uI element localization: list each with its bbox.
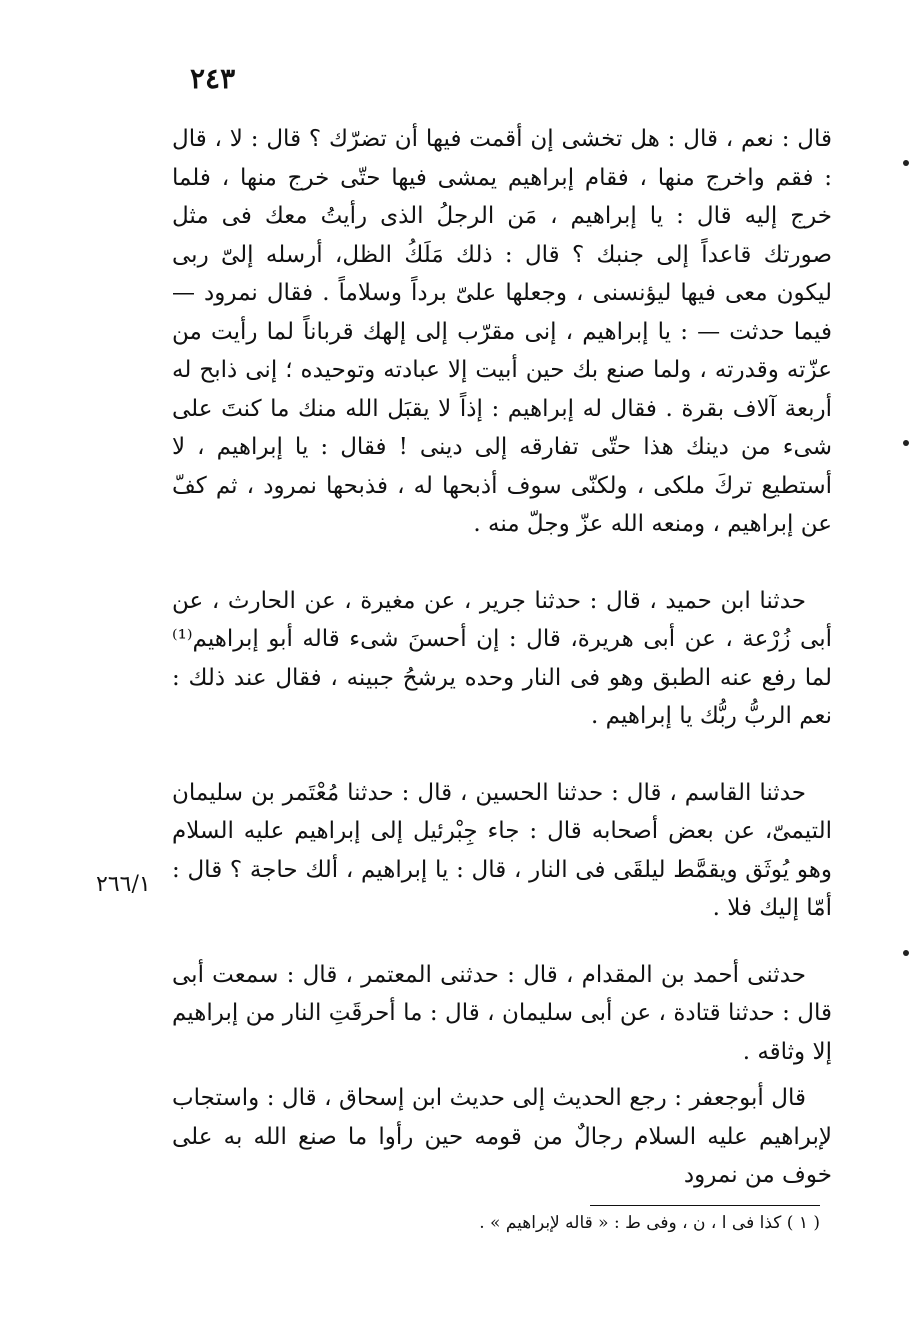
footnote-divider	[590, 1205, 820, 1206]
paragraph-1: قال : نعم ، قال : هل تخشى إن أقمت فيها أن تضرّك ؟ قال : لا ، قال : فقم واخرج منها ، فقام إبراهيم يمشى فيها حتّى خرج منها ، فلما خرج إليه قال : يا إبراهيم ، مَن الرجلُ الذى رأيتُ معك فى مثل صورتك قاعداً إلى جنبك ؟ قال : ذلك مَلَكُ الظل، أرسله إلىّ ربى ليكون معى فيها ليؤنسنى ، وجعلها علىّ برداً وسلاماً . فقال نمرود — فيما حدثت — : يا إبراهيم ، إنى مقرّب إلى إلهك قرباناً لما رأيت من عزّته وقدرته ، ولما صنع بك حين أبيت إلا عبادته وتوحيده ؛ إنى ذابح له أربعة آلاف بقرة . فقال له إبراهيم : إذاً لا يقبَل الله منك ما كنتَ على شىء من دينك هذا حتّى تفارقه إلى دينى ! فقال : يا إبراهيم ، لا أستطيع تركَ ملكى ، ولكنّى سوف أذبحها له ، فذبحها نمرود ، ثم كفّ عن إبراهيم ، ومنعه الله عزّ وجلّ منه .	[172, 126, 832, 537]
edge-dot-mark	[903, 160, 909, 166]
paragraph-4: حدثنى أحمد بن المقدام ، قال : حدثنى المعتمر ، قال : سمعت أبى قال : حدثنا قتادة ، عن أبى سليمان ، قال : ما أحرقَتِ النار من إبراهيم إلا وثاقه .	[172, 961, 832, 1065]
main-text	[172, 120, 832, 1195]
page-number: ٢٤٣	[190, 62, 236, 95]
paragraph-5: قال أبوجعفر : رجع الحديث إلى حديث ابن إسحاق ، قال : واستجاب لإبراهيم عليه السلام رجالٌ من قومه حين رأوا ما صنع الله به على خوف من نمرود	[172, 1085, 832, 1188]
edge-dot-mark	[903, 440, 909, 446]
paragraph-3: حدثنا القاسم ، قال : حدثنا الحسين ، قال : حدثنا مُعْتَمر بن سليمان التيمىّ، عن بعض أصحابه قال : جاء جِبْرئيل إلى إبراهيم عليه السلام وهو يُوثَق ويقمَّط ليلقَى فى النار ، قال : يا إبراهيم ، ألك حاجة ؟ قال : أمّا إليك فلا .	[172, 779, 832, 921]
paragraph-2: حدثنا ابن حميد ، قال : حدثنا جرير ، عن مغيرة ، عن الحارث ، عن أبى زُرْعة ، عن أبى هريرة، قال : إن أحسنَ شىء قاله أبو إبراهيم⁽¹⁾ لما رفع عنه الطبق وهو فى النار وحده يرشحُ جبينه ، فقال عند ذلك : نعم الربُّ ربُّك يا إبراهيم .	[172, 587, 833, 729]
margin-reference: ٢٦٦/١	[96, 872, 151, 897]
footnote: ( ١ ) كذا فى ا ، ن ، وفى ط : « قاله لإبراهيم » .	[479, 1213, 820, 1233]
edge-dot-mark	[903, 950, 909, 956]
